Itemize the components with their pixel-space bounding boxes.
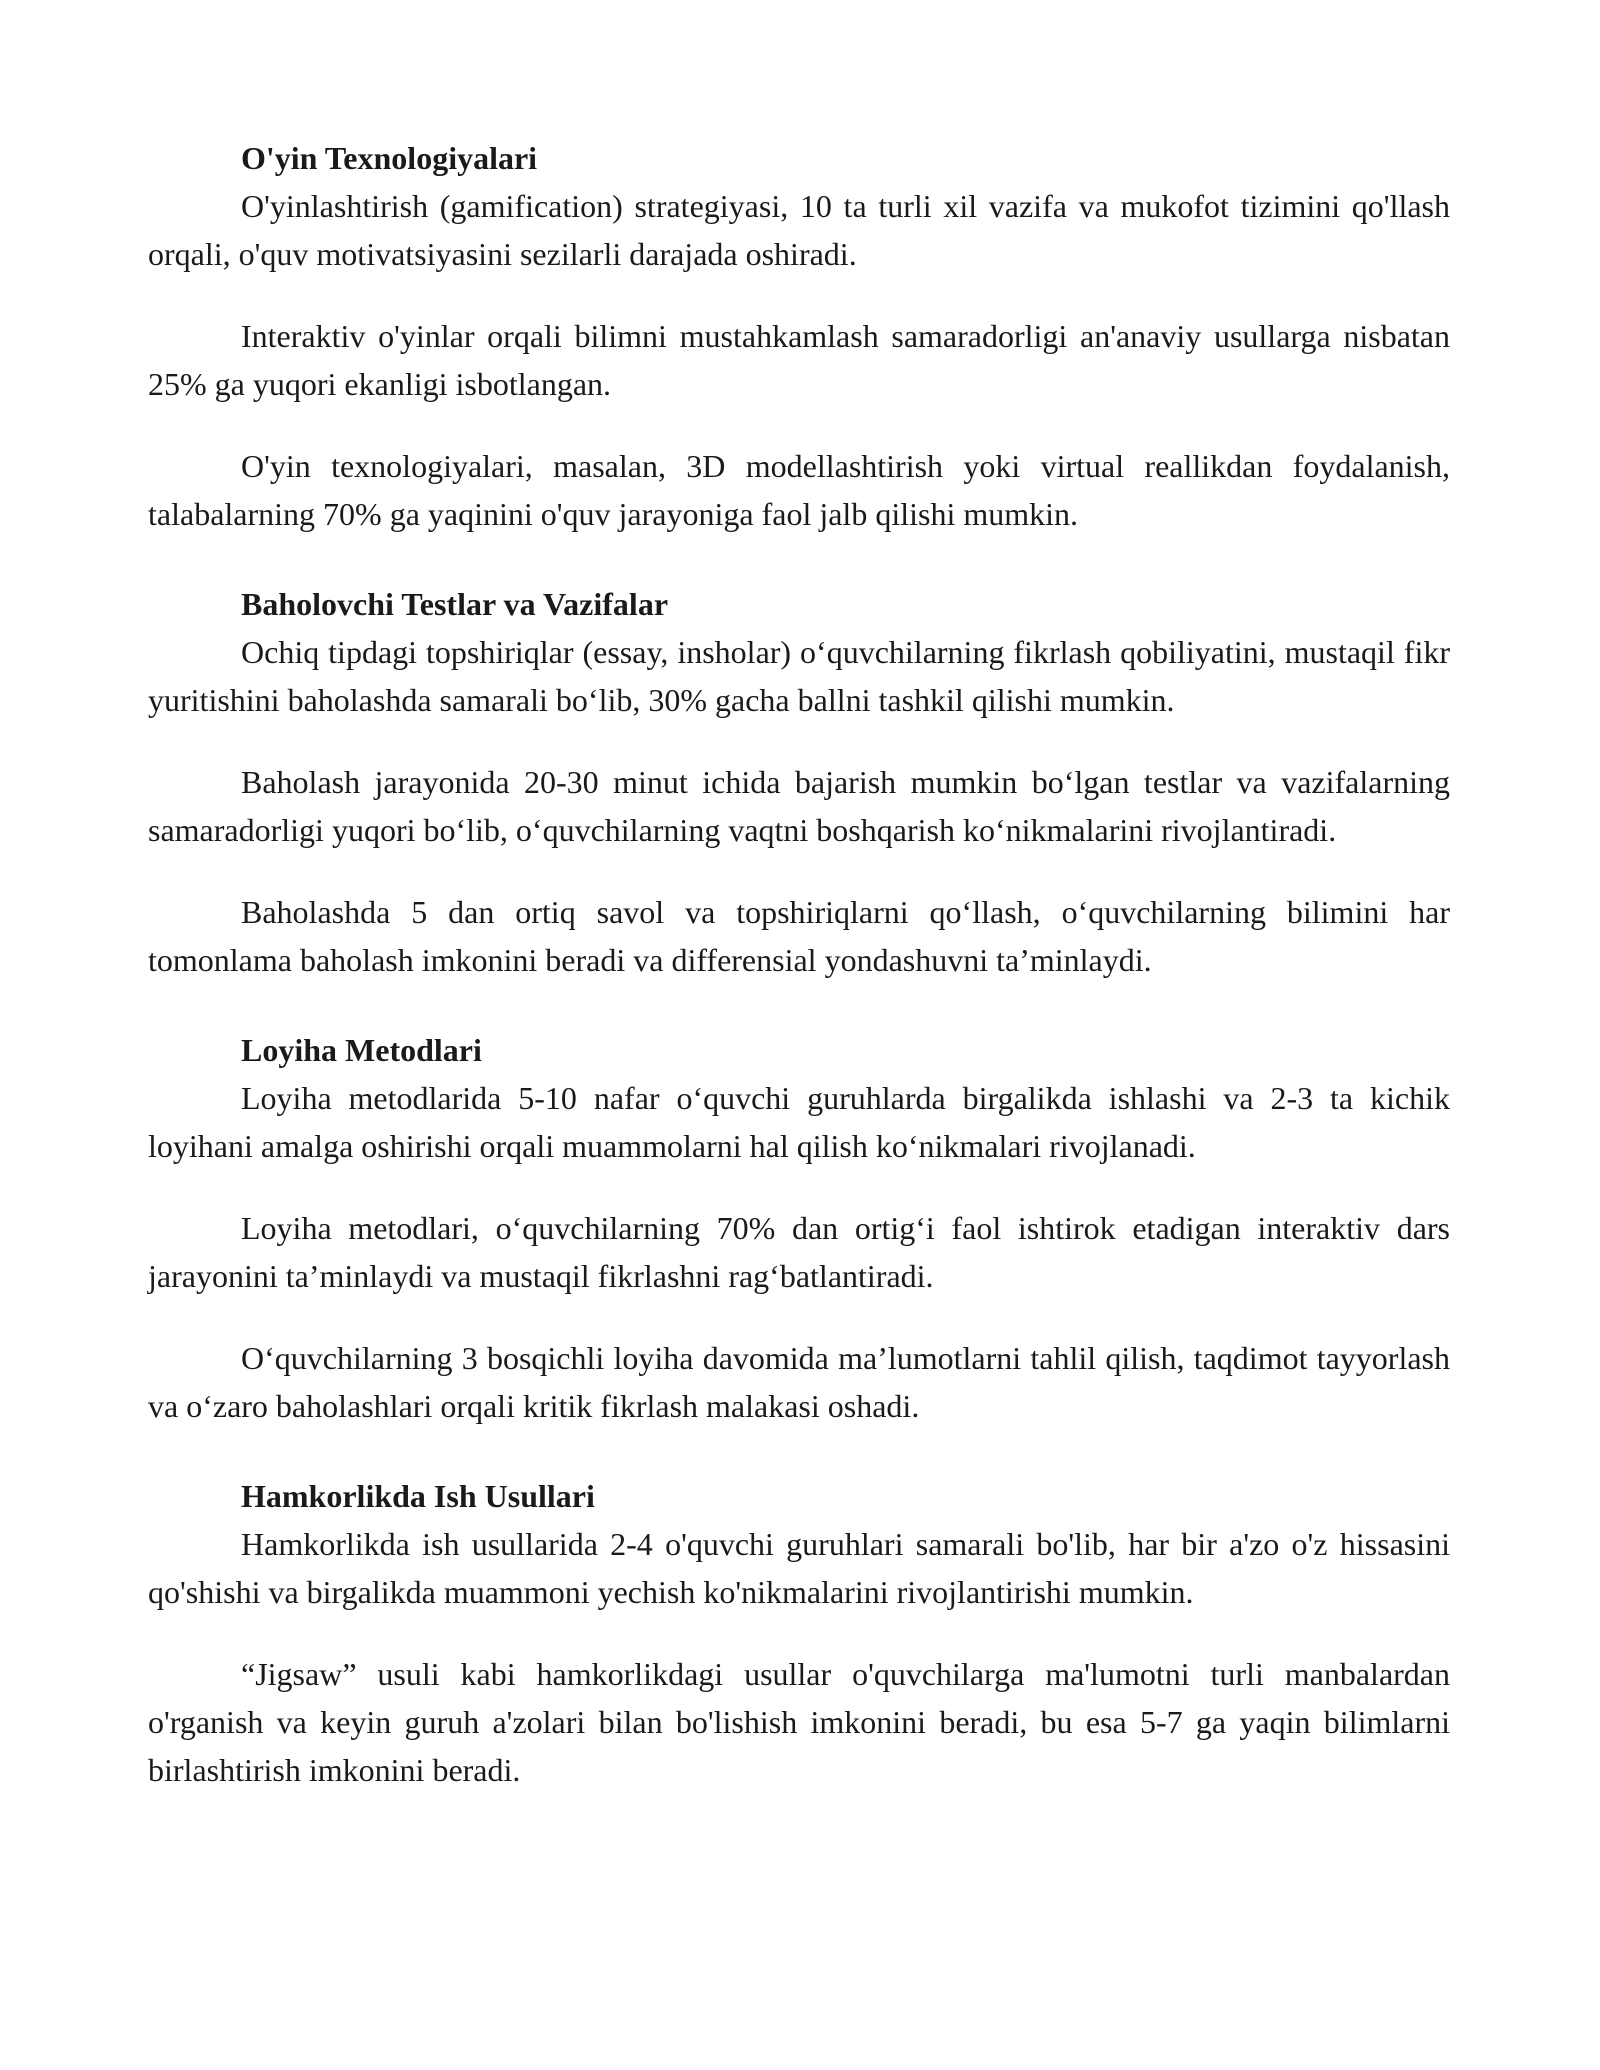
paragraph: Baholashda 5 dan ortiq savol va topshiriqlarni qo‘llash, o‘quvchilarning bilimini har tomonlama baholash imkonini beradi va differensial yondashuvni ta’minlaydi. xyxy=(148,894,1450,978)
paragraph: Hamkorlikda ish usullarida 2-4 o'quvchi guruhlari samarali bo'lib, har bir a'zo o'z hissasini qo'shishi va birgalikda muammoni yechish ko'nikmalarini rivojlantirishi mumkin. xyxy=(148,1526,1450,1610)
document-page xyxy=(148,134,1450,1836)
paragraph: Interaktiv o'yinlar orqali bilimni mustahkamlash samaradorligi an'anaviy usullarga nisbatan 25% ga yuqori ekanligi isbotlangan. xyxy=(148,318,1450,402)
paragraph: “Jigsaw” usuli kabi hamkorlikdagi usullar o'quvchilarga ma'lumotni turli manbalardan o'rganish va keyin guruh a'zolari bilan bo'lishish imkonini beradi, bu esa 5-7 ga yaqin bilimlarni birlashtirish imkonini beradi. xyxy=(148,1656,1450,1788)
section-hamkorlikda-ish xyxy=(148,1472,1450,1794)
section-title: Hamkorlikda Ish Usullari xyxy=(241,1478,595,1514)
section-baholovchi-testlar xyxy=(148,580,1450,984)
paragraph: O'yinlashtirish (gamification) strategiyasi, 10 ta turli xil vazifa va mukofot tizimini qo'llash orqali, o'quv motivatsiyasini sezilarli darajada oshiradi. xyxy=(148,188,1450,272)
section-title: Loyiha Metodlari xyxy=(241,1032,482,1068)
paragraph: O'yin texnologiyalari, masalan, 3D modellashtirish yoki virtual reallikdan foydalanish, talabalarning 70% ga yaqinini o'quv jarayoniga faol jalb qilishi mumkin. xyxy=(148,448,1450,532)
paragraph: Loyiha metodlarida 5-10 nafar o‘quvchi guruhlarda birgalikda ishlashi va 2-3 ta kichik loyihani amalga oshirishi orqali muammolarni hal qilish ko‘nikmalari rivojlanadi. xyxy=(148,1080,1450,1164)
section-oyin-texnologiyalari xyxy=(148,134,1450,538)
paragraph: Loyiha metodlari, o‘quvchilarning 70% dan ortig‘i faol ishtirok etadigan interaktiv dars jarayonini ta’minlaydi va mustaqil fikrlashni rag‘batlantiradi. xyxy=(148,1210,1450,1294)
paragraph: O‘quvchilarning 3 bosqichli loyiha davomida ma’lumotlarni tahlil qilish, taqdimot tayyorlash va o‘zaro baholashlari orqali kritik fikrlash malakasi oshadi. xyxy=(148,1340,1450,1424)
paragraph: Baholash jarayonida 20-30 minut ichida bajarish mumkin bo‘lgan testlar va vazifalarning samaradorligi yuqori bo‘lib, o‘quvchilarning vaqtni boshqarish ko‘nikmalarini rivojlantiradi. xyxy=(148,764,1450,848)
section-title: O'yin Texnologiyalari xyxy=(241,140,538,176)
section-loyiha-metodlari xyxy=(148,1026,1450,1430)
section-title: Baholovchi Testlar va Vazifalar xyxy=(241,586,669,622)
paragraph: Ochiq tipdagi topshiriqlar (essay, insholar) o‘quvchilarning fikrlash qobiliyatini, mustaqil fikr yuritishini baholashda samarali bo‘lib, 30% gacha ballni tashkil qilishi mumkin. xyxy=(148,634,1450,718)
